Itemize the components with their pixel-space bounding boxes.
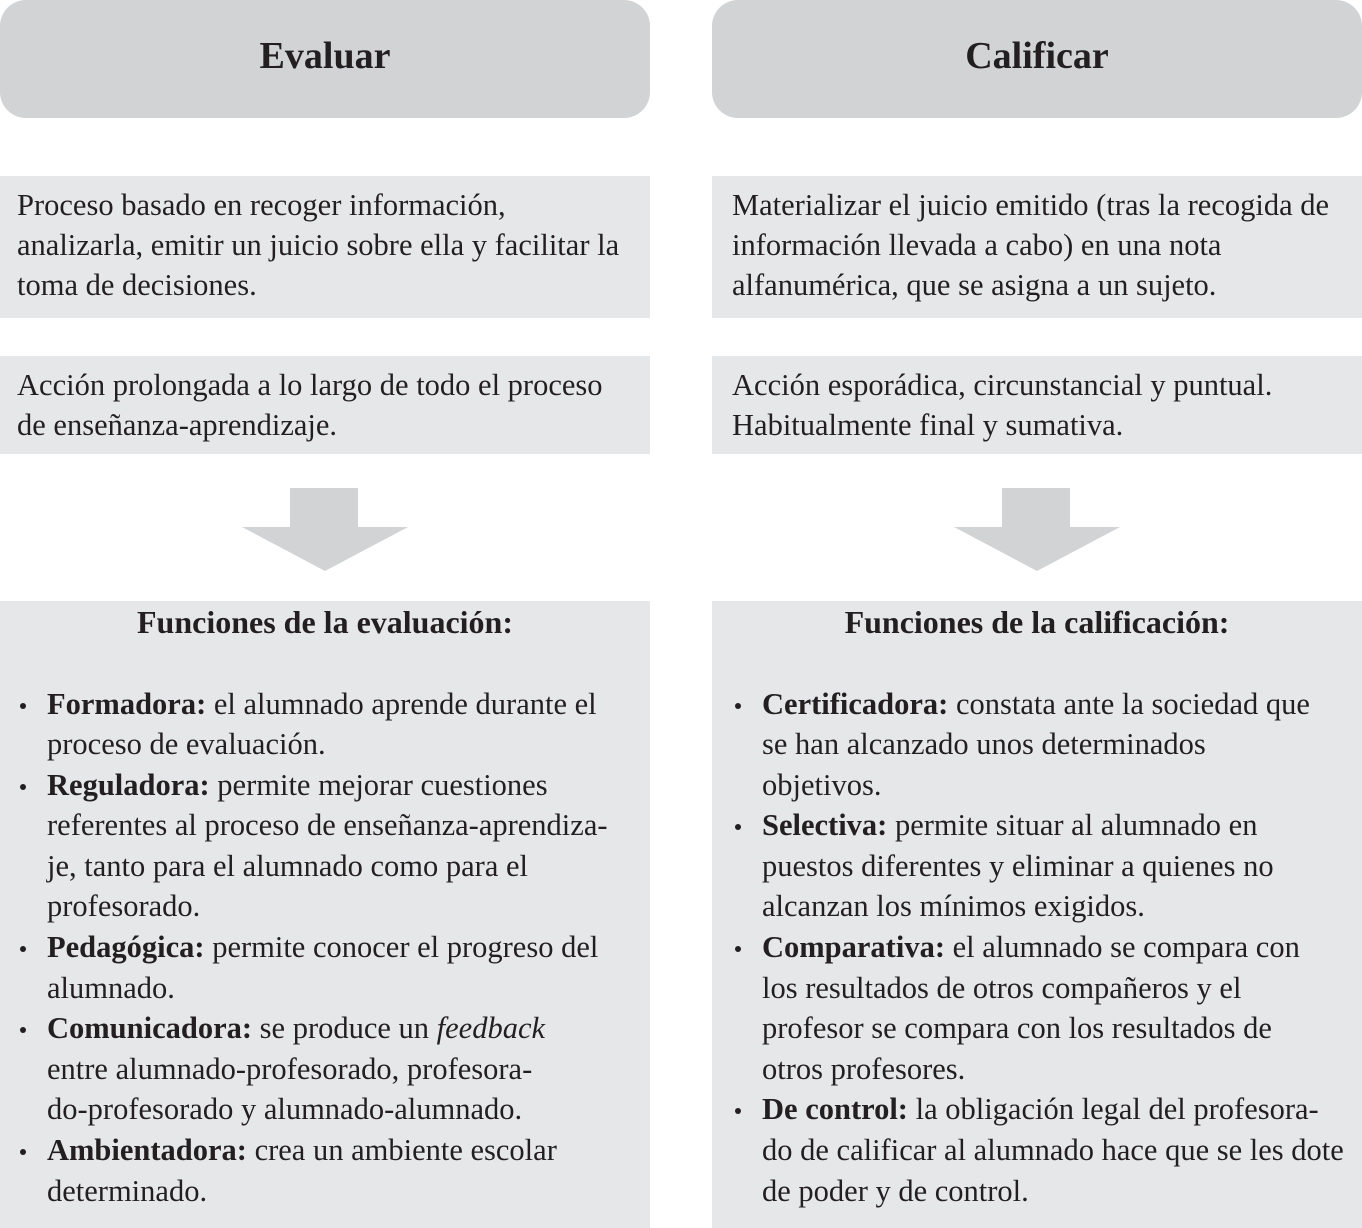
list-item-line: do-profesorado y alumnado-alumnado. — [47, 1092, 523, 1127]
list-item — [17, 1130, 650, 1211]
list-item-line — [47, 765, 650, 806]
list-item-line: referentes al proceso de enseñanza-aprendiza- — [47, 808, 608, 843]
calificar-title: Calificar — [965, 35, 1109, 77]
function-term: Reguladora: — [47, 767, 210, 802]
calificar-header — [712, 0, 1362, 118]
list-item-line: de poder y de control. — [762, 1173, 1029, 1208]
list-item — [17, 1008, 650, 1130]
function-term: Certificadora: — [762, 686, 949, 721]
bullet-icon — [735, 1108, 741, 1114]
function-description: crea un ambiente escolar — [254, 1133, 557, 1168]
function-term: De control: — [762, 1092, 908, 1127]
list-item-line: se han alcanzado unos determinados — [762, 727, 1206, 762]
list-item-line — [47, 1008, 650, 1049]
list-item-line: otros profesores. — [762, 1051, 966, 1086]
function-term: Formadora: — [47, 686, 207, 721]
definition-line: información llevada a cabo) en una nota — [732, 228, 1222, 262]
calificar-definition-box — [712, 176, 1362, 318]
list-item-line: proceso de evaluación. — [47, 727, 326, 762]
duration-line: de enseñanza-aprendizaje. — [17, 408, 338, 442]
list-item-line: determinado. — [47, 1173, 208, 1208]
evaluar-header — [0, 0, 650, 118]
list-item — [732, 684, 1362, 806]
bullet-icon — [735, 824, 741, 830]
definition-line: analizarla, emitir un juicio sobre ella y facilitar la — [17, 228, 620, 262]
list-item — [732, 1089, 1362, 1211]
list-item — [17, 927, 650, 1008]
list-item-line: objetivos. — [762, 767, 882, 802]
list-item-line: je, tanto para el alumnado como para el — [47, 848, 529, 883]
function-term: Selectiva: — [762, 808, 888, 843]
down-arrow-icon — [954, 488, 1120, 571]
functions-title: Funciones de la evaluación: — [136, 604, 513, 640]
list-item-line — [762, 684, 1362, 725]
functions-title: Funciones de la calificación: — [844, 604, 1230, 640]
list-item-line — [47, 684, 650, 725]
evaluar-duration-box — [0, 356, 650, 454]
bullet-icon — [20, 1149, 26, 1155]
function-term: Comparativa: — [762, 930, 945, 965]
definition-line: toma de decisiones. — [17, 268, 257, 302]
function-description: permite situar al alumnado en — [894, 808, 1258, 843]
functions-list — [712, 684, 1362, 1212]
list-item-line: entre alumnado-profesorado, profesora- — [47, 1051, 533, 1086]
list-item-line — [762, 1089, 1362, 1130]
list-item-line: los resultados de otros compañeros y el — [762, 970, 1242, 1005]
function-term: Ambientadora: — [47, 1133, 247, 1168]
list-item-line: alumnado. — [47, 970, 175, 1005]
list-item-line — [47, 927, 650, 968]
function-description: el alumnado se compara con — [952, 930, 1300, 965]
duration-line: Habitualmente final y sumativa. — [732, 408, 1124, 442]
function-description: el alumnado aprende durante el — [213, 686, 597, 721]
bullet-icon — [20, 1027, 26, 1033]
bullet-icon — [20, 946, 26, 952]
bullet-icon — [735, 703, 741, 709]
duration-line: Acción esporádica, circunstancial y puntual. — [732, 368, 1273, 402]
down-arrow-icon — [242, 488, 408, 571]
function-description: constata ante la sociedad que — [955, 686, 1310, 721]
list-item-line: puestos diferentes y eliminar a quienes no — [762, 848, 1274, 883]
list-item-line — [762, 805, 1362, 846]
list-item — [732, 805, 1362, 927]
function-term: Comunicadora: — [47, 1011, 253, 1046]
bullet-icon — [735, 946, 741, 952]
duration-line: Acción prolongada a lo largo de todo el proceso — [17, 368, 603, 402]
list-item-line — [762, 927, 1362, 968]
function-description: se produce un — [259, 1011, 430, 1046]
evaluar-column — [0, 0, 650, 1228]
definition-line: alfanumérica, que se asigna a un sujeto. — [732, 268, 1217, 302]
function-description: la obligación legal del profesora- — [915, 1092, 1319, 1127]
function-description: permite conocer el progreso del — [212, 930, 599, 965]
evaluar-title: Evaluar — [259, 35, 391, 77]
calificar-column — [712, 0, 1362, 1228]
function-description: permite mejorar cuestiones — [217, 767, 548, 802]
list-item-line — [47, 1130, 650, 1171]
calificar-duration-box — [712, 356, 1362, 454]
list-item-line: profesor se compara con los resultados de — [762, 1011, 1272, 1046]
list-item — [732, 927, 1362, 1089]
list-item — [17, 684, 650, 765]
definition-line: Proceso basado en recoger información, — [17, 188, 506, 222]
emphasis-text: feedback — [436, 1011, 546, 1046]
function-term: Pedagógica: — [47, 930, 205, 965]
bullet-icon — [20, 703, 26, 709]
bullet-icon — [20, 784, 26, 790]
calificar-functions-box — [712, 601, 1362, 1228]
functions-list — [0, 684, 650, 1212]
evaluar-definition-box — [0, 176, 650, 318]
evaluar-functions-box — [0, 601, 650, 1228]
list-item — [17, 765, 650, 927]
list-item-line: do de calificar al alumnado hace que se les dote — [762, 1133, 1344, 1168]
list-item-line: profesorado. — [47, 889, 201, 924]
definition-line: Materializar el juicio emitido (tras la recogida de — [732, 188, 1330, 222]
list-item-line: alcanzan los mínimos exigidos. — [762, 889, 1145, 924]
